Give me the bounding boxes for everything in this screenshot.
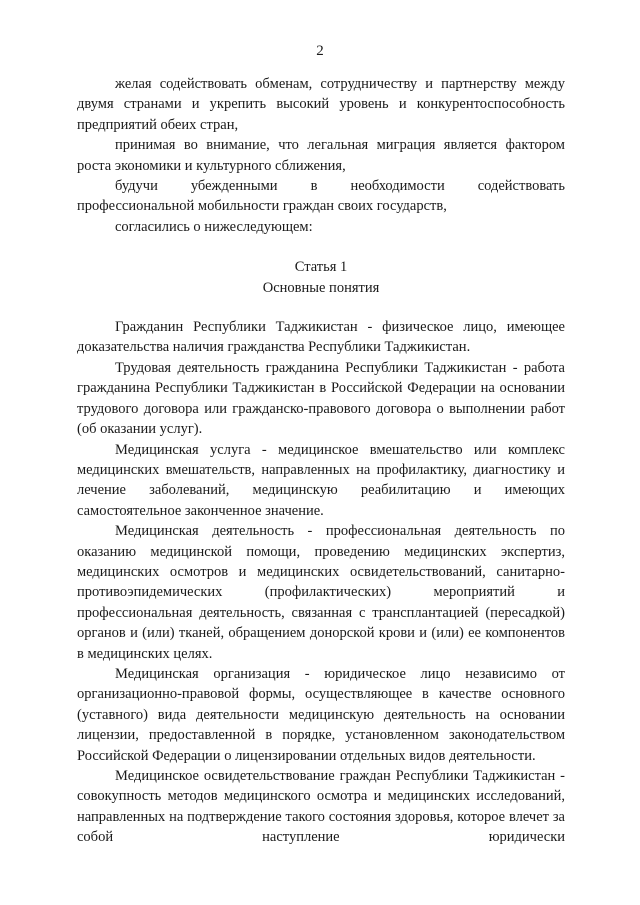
document-body xyxy=(77,74,565,848)
definition-paragraph-3: Медицинская услуга - медицинское вмешательство или комплекс медицинских вмешательств, направленных на профилактику, диагностику и лечение заболеваний, медицинскую реабилитацию и имеющих самостоятельное законченное значение. xyxy=(77,441,565,519)
definition-paragraph-4: Медицинская деятельность - профессиональная деятельность по оказанию медицинской помощи, проведению медицинских экспертиз, медицинских осмотров и медицинских освидетельствований, санитарно-противоэпидемических (профилактических) мероприятий и профессиональная деятельность, связанная с трансплантацией (пересадкой) органов и (или) тканей, обращением донорской крови и (или) ее компонентов в медицинских целях. xyxy=(77,523,565,662)
definition-paragraph-1: Гражданин Республики Таджикистан - физическое лицо, имеющее доказательства наличия гражданства Республики Таджикистан. xyxy=(77,319,565,356)
definition-paragraph-5: Медицинская организация - юридическое лицо независимо от организационно-правовой формы, осуществляющее в качестве основного (уставного) вида деятельности медицинскую деятельность на основании лицензии, предоставленной в порядке, установленном законодательством Российской Федерации о лицензировании отдельных видов деятельности. xyxy=(77,665,565,764)
definition-paragraph-2: Трудовая деятельность гражданина Республики Таджикистан - работа гражданина Республики Таджикистан в Российской Федерации на основании трудового договора или гражданско-правового договора о выполнении работ (об оказании услуг). xyxy=(77,359,565,438)
page-number: 2 xyxy=(316,43,324,59)
preamble-paragraph-3: будучи убежденными в необходимости содействовать профессиональной мобильности граждан своих государств, xyxy=(77,178,565,215)
article-number: Статья 1 xyxy=(294,259,348,276)
article-title: Основные понятия xyxy=(262,279,380,296)
definition-paragraph-6: Медицинское освидетельствование граждан Республики Таджикистан - совокупность методов медицинского осмотра и медицинских исследований, направленных на подтверждение такого состояния здоровья, которое влечет за собой наступление юридически xyxy=(77,768,565,846)
preamble-paragraph-1: желая содействовать обменам, сотрудничеству и партнерству между двумя странами и укрепить высокий уровень и конкурентоспособность предприятий обеих стран, xyxy=(77,76,565,133)
article-heading xyxy=(77,257,565,298)
preamble-paragraph-2: принимая во внимание, что легальная миграция является фактором роста экономики и культурного сближения, xyxy=(77,137,565,174)
preamble-paragraph-4: согласились о нижеследующем: xyxy=(115,218,313,235)
